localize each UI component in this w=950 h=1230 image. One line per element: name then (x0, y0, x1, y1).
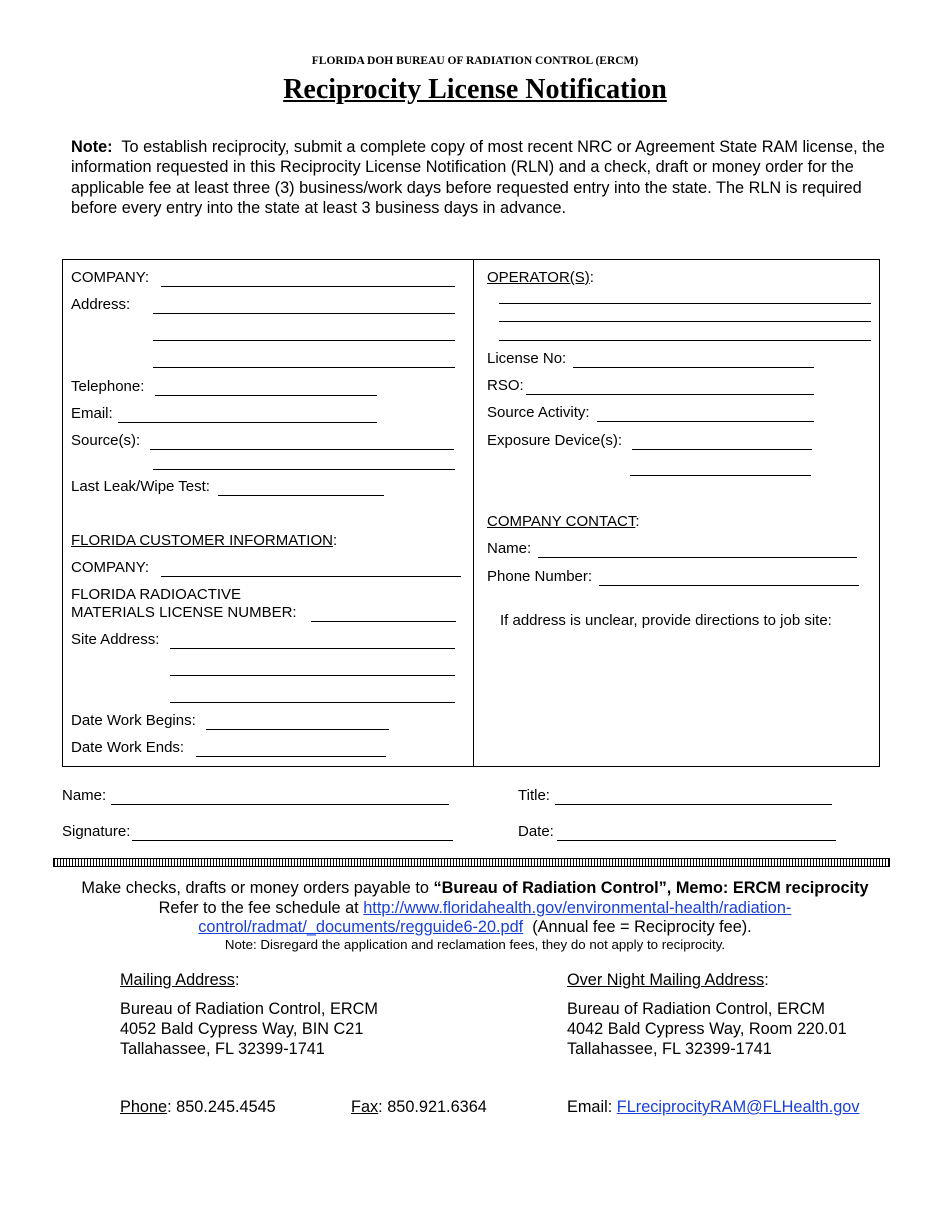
operators-field-3[interactable] (499, 340, 871, 341)
fee-schedule-link-2[interactable]: control/radmat/_documents/regguide6-20.pdf (198, 918, 524, 936)
rso-label: RSO: (487, 377, 524, 394)
agency-name: FLORIDA DOH BUREAU OF RADIATION CONTROL (ERCM) (311, 55, 639, 67)
sign-date-field[interactable] (557, 840, 836, 841)
phone-number-field[interactable] (599, 585, 859, 586)
license-no-field[interactable] (573, 367, 814, 368)
overnight-address-heading: Over Night Mailing Address: (567, 971, 769, 989)
last-leak-field[interactable] (218, 495, 384, 496)
operators-colon: : (589, 269, 594, 286)
email-contact-label: Email: (567, 1098, 617, 1116)
date-begins-label: Date Work Begins: (71, 712, 196, 729)
license-no-label: License No: (487, 350, 567, 367)
address-field-2[interactable] (153, 340, 455, 341)
mailing-address (120, 999, 378, 1059)
company-contact-heading-text: COMPANY CONTACT (487, 513, 636, 530)
mailing-line-2: 4052 Bald Cypress Way, BIN C21 (120, 1020, 364, 1038)
company-field[interactable] (161, 286, 455, 287)
date-begins-field[interactable] (206, 729, 389, 730)
address-label: Address: (71, 296, 131, 313)
exposure-device-label: Exposure Device(s): (487, 432, 623, 449)
signer-name-label: Name: (62, 787, 107, 804)
date-ends-field[interactable] (196, 756, 386, 757)
fee-suffix: (Annual fee = Reciprocity fee). (532, 918, 752, 936)
operators-field-2[interactable] (499, 321, 871, 322)
fee-schedule-link-1[interactable]: http://www.floridahealth.gov/environmental-health/radiation- (363, 899, 792, 917)
company-contact-colon: : (635, 513, 640, 530)
directions-label: If address is unclear, provide directions to job site: (500, 612, 832, 629)
phone-contact (120, 1097, 276, 1117)
signer-title-label: Title: (518, 787, 550, 804)
address-field-1[interactable] (153, 313, 455, 314)
payment-payee: “Bureau of Radiation Control”, Memo: ERCM reciprocity (433, 879, 869, 897)
signer-title-field[interactable] (555, 804, 832, 805)
fl-company-label: COMPANY: (71, 559, 150, 576)
mailing-address-heading-text: Mailing Address (120, 971, 235, 989)
sources-field-1[interactable] (150, 449, 454, 450)
site-address-field-1[interactable] (170, 648, 455, 649)
fl-license-label-2: MATERIALS LICENSE NUMBER: (71, 604, 297, 621)
exposure-device-field-1[interactable] (632, 449, 812, 450)
contact-name-field[interactable] (538, 557, 857, 558)
signature-field[interactable] (132, 840, 453, 841)
site-address-field-3[interactable] (170, 702, 455, 703)
form-box (62, 259, 880, 767)
phone-contact-value: : 850.245.4545 (167, 1098, 276, 1116)
overnight-address (567, 999, 847, 1059)
payment-prefix: Make checks, drafts or money orders payable to (81, 879, 434, 897)
last-leak-label: Last Leak/Wipe Test: (71, 478, 210, 495)
fee-schedule-line (0, 899, 950, 918)
fl-customer-heading (71, 532, 337, 550)
email-label: Email: (71, 405, 113, 422)
operators-heading (487, 269, 594, 287)
exposure-device-field-2[interactable] (630, 475, 811, 476)
fl-license-label-1: FLORIDA RADIOACTIVE (71, 586, 242, 603)
instruction-note (71, 137, 901, 218)
overnight-line-1: Bureau of Radiation Control, ERCM (567, 1000, 825, 1018)
site-address-field-2[interactable] (170, 675, 455, 676)
overnight-line-3: Tallahassee, FL 32399-1741 (567, 1040, 772, 1058)
operators-heading-text: OPERATOR(S) (487, 269, 590, 286)
telephone-field[interactable] (155, 395, 377, 396)
phone-number-label: Phone Number: (487, 568, 593, 585)
mailing-address-heading: Mailing Address: (120, 971, 240, 989)
signer-name-field[interactable] (111, 804, 449, 805)
address-field-3[interactable] (153, 367, 455, 368)
email-contact (567, 1097, 860, 1117)
email-contact-link[interactable]: FLreciprocityRAM@FLHealth.gov (616, 1098, 860, 1116)
sources-field-2[interactable] (153, 469, 455, 470)
email-field[interactable] (118, 422, 377, 423)
company-contact-heading (487, 513, 640, 531)
fl-customer-colon: : (332, 532, 338, 549)
fl-company-field[interactable] (161, 576, 461, 577)
form-title: Reciprocity License Notification (283, 74, 667, 105)
mailing-line-3: Tallahassee, FL 32399-1741 (120, 1040, 325, 1058)
signature-label: Signature: (62, 823, 131, 840)
source-activity-label: Source Activity: (487, 404, 590, 421)
rso-field[interactable] (526, 394, 814, 395)
sign-date-label: Date: (518, 823, 554, 840)
hatched-divider (53, 858, 890, 867)
fax-contact-label: Fax (351, 1098, 379, 1116)
fl-customer-heading-text: FLORIDA CUSTOMER INFORMATION (71, 532, 333, 549)
fee-prefix: Refer to the fee schedule at (158, 899, 364, 917)
sources-label: Source(s): (71, 432, 141, 449)
fax-contact-value: : 850.921.6364 (378, 1098, 487, 1116)
site-address-label: Site Address: (71, 631, 160, 648)
operators-field-1[interactable] (499, 303, 871, 304)
payment-instructions (0, 879, 950, 898)
overnight-line-2: 4042 Bald Cypress Way, Room 220.01 (567, 1020, 847, 1038)
telephone-label: Telephone: (71, 378, 145, 395)
fl-license-field[interactable] (311, 621, 456, 622)
mailing-line-1: Bureau of Radiation Control, ERCM (120, 1000, 378, 1018)
note-text: To establish reciprocity, submit a complete copy of most recent NRC or Agreement State RAM license, the information requested in this Reciprocity License Notification (RLN) and a check, draft or money order for the applicable fee at least three (3) business/work days before requested entry into the state. The RLN is required before every entry into the state at least 3 business days in advance. (71, 138, 885, 217)
fax-contact (351, 1097, 487, 1117)
date-ends-label: Date Work Ends: (71, 739, 185, 756)
contact-name-label: Name: (487, 540, 532, 557)
company-label: COMPANY: (71, 269, 150, 286)
disregard-note: Note: Disregard the application and reclamation fees, they do not apply to reciprocity. (224, 937, 726, 952)
column-divider (473, 259, 474, 767)
note-label: Note: (71, 138, 113, 156)
source-activity-field[interactable] (597, 421, 814, 422)
fee-schedule-line-2 (0, 918, 950, 937)
phone-contact-label: Phone (120, 1098, 168, 1116)
overnight-address-heading-text: Over Night Mailing Address (567, 971, 765, 989)
